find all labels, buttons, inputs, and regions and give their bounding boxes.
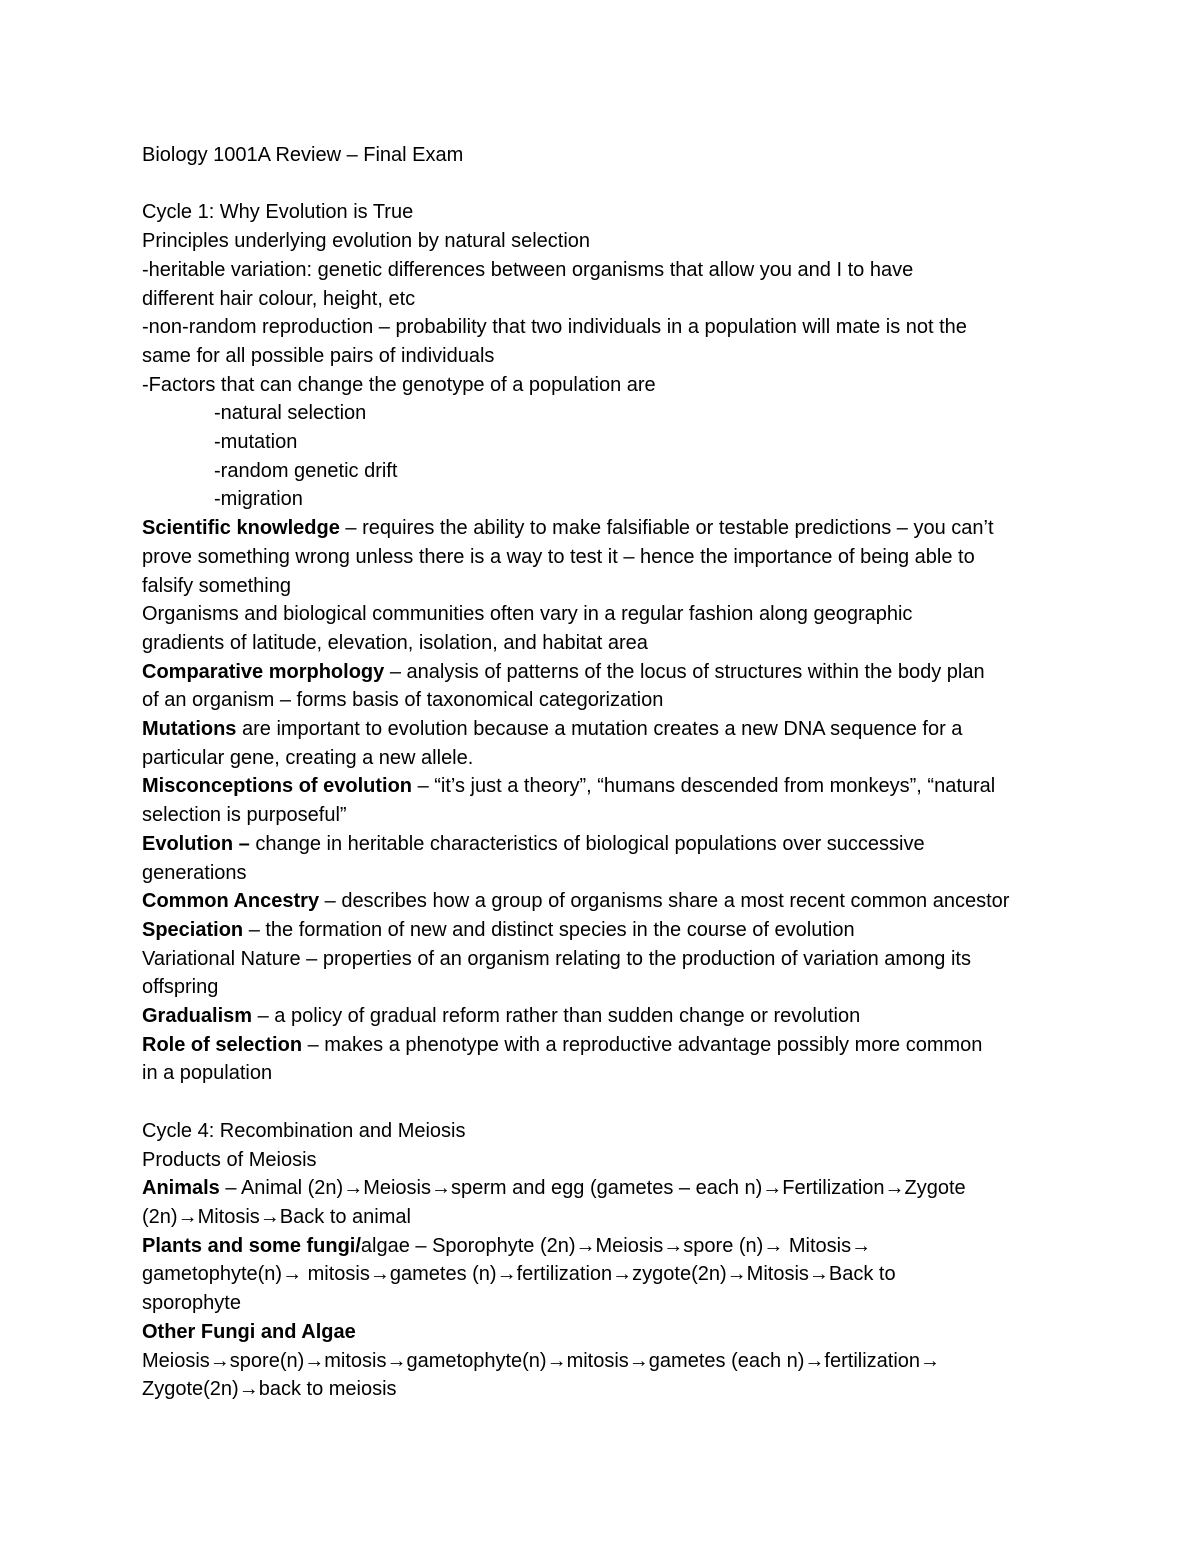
role-of-selection-line-1	[142, 1031, 1072, 1060]
evolution-term: Evolution –	[142, 832, 250, 855]
animals-line-1	[142, 1174, 1072, 1203]
speciation-line	[142, 916, 1072, 945]
role-of-selection-text: – makes a phenotype with a reproductive advantage possibly more common	[302, 1033, 983, 1056]
misconceptions-text: – “it’s just a theory”, “humans descended from monkeys”, “natural	[412, 775, 996, 798]
factor-item: -random genetic drift	[214, 459, 398, 482]
common-ancestry-line	[142, 887, 1072, 916]
comparative-morphology-text: – analysis of patterns of the locus of structures within the body plan	[384, 660, 985, 683]
blank-line	[142, 1088, 1072, 1117]
cycle1-subheading: Principles underlying evolution by natural selection	[142, 230, 591, 253]
factor-item: -migration	[214, 488, 303, 511]
heritable-variation-line-1: -heritable variation: genetic differences between organisms that allow you and I to have	[142, 258, 914, 281]
role-of-selection-term: Role of selection	[142, 1033, 303, 1056]
other-fungi-algae-line-1: Meiosis→spore(n)→mitosis→gametophyte(n)→mitosis→gametes (each n)→fertilization→	[142, 1349, 941, 1372]
scientific-knowledge-line-3: falsify something	[142, 574, 291, 597]
organisms-line-2: gradients of latitude, elevation, isolation, and habitat area	[142, 631, 648, 654]
scientific-knowledge-line-2: prove something wrong unless there is a way to test it – hence the importance of being able to	[142, 545, 975, 568]
other-fungi-algae-line-2: Zygote(2n)→back to meiosis	[142, 1378, 397, 1401]
evolution-text: change in heritable characteristics of biological populations over successive	[249, 832, 925, 855]
factor-item: -natural selection	[214, 402, 367, 425]
factors-line: -Factors that can change the genotype of a population are	[142, 373, 656, 396]
evolution-line-2: generations	[142, 861, 247, 884]
scientific-knowledge-text: – requires the ability to make falsifiable or testable predictions – you can’t	[339, 517, 994, 540]
comparative-morphology-line-1	[142, 658, 1072, 687]
plants-line-3: sporophyte	[142, 1292, 241, 1315]
cycle4-subheading: Products of Meiosis	[142, 1148, 317, 1171]
other-fungi-algae-heading: Other Fungi and Algae	[142, 1320, 356, 1343]
document-title: Biology 1001A Review – Final Exam	[142, 144, 464, 166]
nonrandom-reproduction-line-1: -non-random reproduction – probability that two individuals in a population will mate is not the	[142, 316, 967, 339]
animals-text: – Animal (2n)→Meiosis→sperm and egg (gametes – each n)→Fertilization→Zygote	[219, 1177, 966, 1200]
misconceptions-line-2: selection is purposeful”	[142, 804, 347, 827]
evolution-line-1	[142, 830, 1072, 859]
speciation-term: Speciation	[142, 918, 244, 941]
mutations-term: Mutations	[142, 718, 237, 741]
plants-term: Plants and some fungi/	[142, 1234, 361, 1257]
mutations-line-1	[142, 715, 1072, 744]
variational-nature-line-2: offspring	[142, 976, 219, 999]
gradualism-text: – a policy of gradual reform rather than sudden change or revolution	[252, 1005, 861, 1028]
mutations-text: are important to evolution because a mutation creates a new DNA sequence for a	[236, 718, 963, 741]
cycle1-heading: Cycle 1: Why Evolution is True	[142, 201, 414, 224]
plants-line-2: gametophyte(n)→ mitosis→gametes (n)→fertilization→zygote(2n)→Mitosis→Back to	[142, 1263, 896, 1286]
plants-line-1	[142, 1232, 1072, 1261]
heritable-variation-line-2: different hair colour, height, etc	[142, 287, 416, 310]
gradualism-line	[142, 1002, 1072, 1031]
mutations-line-2: particular gene, creating a new allele.	[142, 746, 474, 769]
blank-line	[142, 170, 1072, 199]
misconceptions-line-1	[142, 772, 1072, 801]
comparative-morphology-line-2: of an organism – forms basis of taxonomical categorization	[142, 689, 664, 712]
common-ancestry-text: – describes how a group of organisms share a most recent common ancestor	[319, 890, 1010, 913]
common-ancestry-term: Common Ancestry	[142, 890, 320, 913]
animals-term: Animals	[142, 1177, 220, 1200]
document-page	[142, 141, 1072, 1404]
animals-line-2: (2n)→Mitosis→Back to animal	[142, 1205, 411, 1228]
factor-item: -mutation	[214, 431, 298, 454]
plants-text: algae – Sporophyte (2n)→Meiosis→spore (n)→ Mitosis→	[360, 1234, 872, 1257]
organisms-line-1: Organisms and biological communities often vary in a regular fashion along geographic	[142, 603, 913, 626]
comparative-morphology-term: Comparative morphology	[142, 660, 385, 683]
nonrandom-reproduction-line-2: same for all possible pairs of individuals	[142, 344, 495, 367]
gradualism-term: Gradualism	[142, 1005, 253, 1028]
scientific-knowledge-line-1	[142, 514, 1072, 543]
role-of-selection-line-2: in a population	[142, 1062, 273, 1085]
scientific-knowledge-term: Scientific knowledge	[142, 517, 340, 540]
variational-nature-line-1: Variational Nature – properties of an organism relating to the production of variation among its	[142, 947, 971, 970]
misconceptions-term: Misconceptions of evolution	[142, 775, 413, 798]
speciation-text: – the formation of new and distinct species in the course of evolution	[243, 918, 855, 941]
cycle4-heading: Cycle 4: Recombination and Meiosis	[142, 1119, 466, 1142]
